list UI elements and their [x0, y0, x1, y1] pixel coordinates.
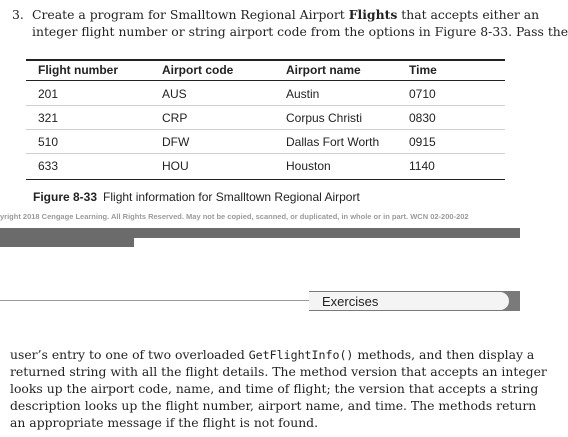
cell-airport-code: AUS [162, 87, 187, 101]
cell-flight-number: 201 [38, 87, 59, 101]
table-top-rule [26, 59, 505, 61]
question-number: 3. [12, 7, 24, 22]
header-flight-number: Flight number [38, 63, 118, 77]
header-time: Time [409, 63, 437, 77]
figure-caption [33, 190, 360, 204]
cell-airport-code: CRP [162, 111, 188, 125]
paragraph-line-2: returned string with all the flight details. The method version that accepts an integer [10, 364, 547, 379]
cell-airport-code: DFW [162, 135, 190, 149]
row-divider [26, 105, 505, 106]
paragraph-line-1 [10, 347, 534, 363]
cell-time: 0830 [409, 111, 436, 125]
question-line-1 [12, 7, 539, 23]
paragraph-text-end: methods, and then display a [353, 347, 535, 362]
paragraph-line-5: an appropriate message if the flight is not found. [10, 415, 319, 430]
question-text-end: that accepts either an [397, 7, 540, 22]
figure-label: Figure 8-33 [33, 190, 98, 204]
figure-caption-text: Flight information for Smalltown Regional Airport [103, 190, 360, 204]
cell-flight-number: 633 [38, 159, 59, 173]
question-text-line2: integer flight number or string airport code from the options in Figure 8-33. Pass the [32, 24, 568, 39]
cell-time: 0915 [409, 135, 436, 149]
cell-airport-name: Corpus Christi [286, 111, 363, 125]
paragraph-line-3: looks up the airport code, name, and time of flight; the version that accepts a string [10, 381, 539, 396]
row-divider [26, 153, 505, 154]
question-class-name: Flights [348, 7, 398, 22]
page-break-block [0, 228, 134, 247]
paragraph-line-4: description looks up the flight number, airport name, and time. The methods return [10, 398, 537, 413]
cell-airport-name: Houston [286, 159, 331, 173]
question-text-start: Create a program for Smalltown Regional Airport [32, 7, 349, 22]
cell-airport-name: Dallas Fort Worth [286, 135, 380, 149]
section-tab-label: Exercises [322, 294, 379, 309]
row-divider [26, 129, 505, 130]
cell-time: 0710 [409, 87, 436, 101]
section-rule [0, 300, 310, 301]
cell-airport-code: HOU [162, 159, 189, 173]
question-line-2 [12, 24, 568, 40]
table-bottom-rule [26, 179, 505, 180]
header-airport-code: Airport code [162, 63, 234, 77]
method-name-code: GetFlightInfo() [248, 348, 354, 362]
table-header-rule [26, 80, 505, 81]
cell-time: 1140 [409, 159, 435, 173]
paragraph-text-start: user’s entry to one of two overloaded [10, 347, 249, 362]
cell-flight-number: 510 [38, 135, 59, 149]
header-airport-name: Airport name [286, 63, 361, 77]
cell-airport-name: Austin [286, 87, 320, 101]
cell-flight-number: 321 [38, 111, 59, 125]
copyright-notice: yright 2018 Cengage Learning. All Rights Reserved. May not be copied, scanned, or duplicated, in whole or in part. WCN 02-200-202 [0, 212, 469, 221]
